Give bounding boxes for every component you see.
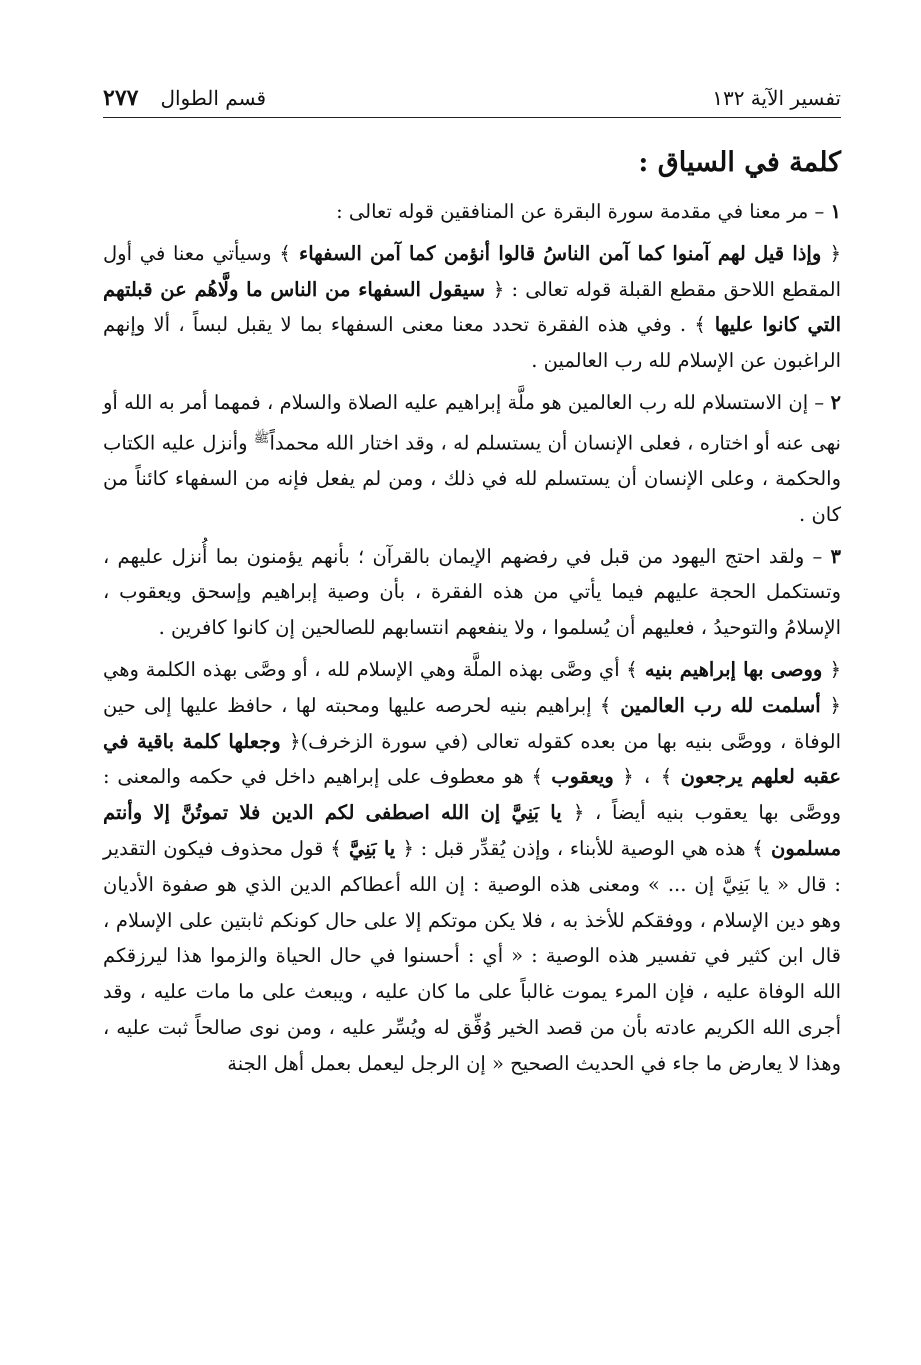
page-body (103, 140, 841, 1088)
section-title: كلمة في السياق : (638, 147, 841, 178)
paragraph-2 (103, 236, 841, 379)
paragraph-5-text-2: إبراهيم بنيه لحرصه عليها ومحبته لها ، حافظ عليها إلى حين الوفاة ، ووصَّى بنيه بها من بعده كقوله تعالى (في سورة الزخرف) (103, 693, 842, 753)
point-number-2: ٢ (830, 390, 841, 414)
point-number-3: ٣ (830, 544, 841, 568)
paragraph-5: ﴿ ووصى بها إبراهيم بنيه ﴾ أي وصَّى بهذه الملَّة وهي الإسلام لله ، أو وصَّى بهذه الكلمة وهي ﴿ أسلمت لله رب العالمين ﴾ إبراهيم بنيه لحرصه عليها ومحبته لها ، حافظ عليها إلى حين الوفاة ، ووصَّى بنيه بها من بعده كقوله تعالى (في سورة الزخرف)﴿ وجعلها كلمة باقية في عقبه لعلهم يرجعون ﴾ ، ﴿ ويعقوب ﴾ هو معطوف على إبراهيم داخل في حكمه والمعنى : ووصَّى بها يعقوب بنيه أيضاً ، ﴿ يا بَنِيَّ إن الله اصطفى لكم الدين فلا تموتُنَّ إلا وأنتم مسلمون ﴾ هذه هي الوصية للأبناء ، وإذن يُقدِّر قبل : ﴿ يا بَنِيَّ ﴾ قول محذوف فيكون التقدير : قال « يا بَنِيَّ إن ... » ومعنى هذه الوصية : إن الله أعطاكم الدين الذي هو صفوة الأديان وهو دين الإسلام ، ووفقكم للأخذ به ، فلا يكن موتكم إلا على حال كونكم ثابتين على الإسلام ، قال ابن كثير في تفسير هذه الوصية : « أي : أحسنوا في حال الحياة والزموا هذا ليرزقكم الله الوفاة عليه ، فإن المرء يموت غالباً على ما كان عليه ، ويبعث على ما مات عليه ، وقد أجرى الله الكريم عادته بأن من قصد الخير وُفِّق له ويُسِّر عليه ، ومن نوى صالحاً ثبت عليه ، وهذا لا يعارض ما جاء في الحديث الصحيح « إن الرجل ليعمل بعمل أهل الجنة (103, 658, 842, 1075)
quran-quote: ﴿ يا بَنِيَّ إن الله اصطفى لكم الدين فلا تموتُنَّ إلا وأنتم مسلمون ﴾ (103, 801, 842, 861)
header-section-label: قسم الطوال (160, 86, 266, 110)
quran-quote: ﴿ وإذا قيل لهم آمنوا كما آمن الناسُ قالوا أنؤمن كما آمن السفهاء ﴾ (279, 241, 841, 265)
quran-quote: ﴿ سيقول السفهاء من الناس ما ولَّاهُم عن قبلتهم التي كانوا عليها ﴾ (103, 277, 841, 337)
point-number-1: ١ (830, 200, 841, 223)
paragraph-3-text-2: وأنزل عليه الكتاب والحكمة ، وعلى الإنسان أن يستسلم لله في ذلك ، ومن لم يفعل فإنه من السفهاء كائناً من كان . (103, 431, 841, 526)
pbuh-glyph: ﷺ (253, 430, 270, 446)
paragraph-3-text-1: – إن الاستسلام لله رب العالمين هو ملَّة إبراهيم عليه الصلاة والسلام ، فمهما أمر به الله أو نهى عنه أو اختاره ، فعلى الإنسان أن يستسلم له ، وقد اختار الله محمداً (103, 390, 841, 455)
quran-quote: ﴿ ووصى بها إبراهيم بنيه ﴾ (626, 658, 842, 682)
header-left-group (103, 83, 266, 113)
paragraph-1-text: – مر معنا في مقدمة سورة البقرة عن المنافقين قوله تعالى : (336, 200, 831, 223)
quran-quote: ﴿ يا بَنِيَّ ﴾ (330, 837, 414, 861)
paragraph-2-text-1: وسيأتي معنا في أول المقطع اللاحق مقطع القبلة قوله تعالى : (103, 241, 841, 301)
page-number: ٢٧٧ (103, 85, 139, 111)
paragraph-4-text: – ولقد احتج اليهود من قبل في رفضهم الإيمان بالقرآن ؛ بأنهم يؤمنون بما أُنزل عليهم ، وتستكمل الحجة عليهم فيما يأتي من هذه الفقرة ، بأن وصية إبراهيم وإسحق ويعقوب ، الإسلامُ والتوحيدُ ، فعليهم أن يُسلموا ، ولا ينفعهم انتسابهم للصالحين إن كانوا كافرين . (103, 544, 841, 640)
paragraph-1 (103, 194, 841, 230)
paragraph-3 (103, 385, 841, 533)
running-header (103, 80, 841, 118)
paragraph-5-text-1: أي وصَّى بهذه الملَّة وهي الإسلام لله ، أو وصَّى بهذه الكلمة وهي (103, 658, 620, 682)
header-verse-label: تفسير الآية ١٣٢ (712, 86, 841, 110)
quran-quote: ﴿ ويعقوب ﴾ (531, 765, 634, 789)
paragraph-2-text-2: . وفي هذه الفقرة تحدد معنا معنى السفهاء بما لا يقبل لبساً ، ألا وإنهم الراغبون عن الإسلام لله رب العالمين . (103, 313, 841, 373)
paragraph-5-text-4: هو معطوف على إبراهيم داخل في حكمه والمعنى : ووصَّى بها يعقوب بنيه أيضاً ، (103, 765, 842, 825)
quran-quote: ﴿ أسلمت لله رب العالمين ﴾ (599, 693, 841, 717)
paragraph-5-text-6: قول محذوف فيكون التقدير : قال « يا بَنِيَّ إن ... » ومعنى هذه الوصية : إن الله أعطاكم الدين الذي هو صفوة الأديان وهو دين الإسلام ، ووفقكم للأخذ به ، فلا يكن موتكم إلا على حال كونكم ثابتين على الإسلام ، قال ابن كثير في تفسير هذه الوصية : « أي : أحسنوا في حال الحياة والزموا هذا ليرزقكم الله الوفاة عليه ، فإن المرء يموت غالباً على ما كان عليه ، ويبعث على ما مات عليه ، وقد أجرى الله الكريم عادته بأن من قصد الخير وُفِّق له ويُسِّر عليه ، ومن نوى صالحاً ثبت عليه ، وهذا لا يعارض ما جاء في الحديث الصحيح « إن الرجل ليعمل بعمل أهل الجنة (103, 837, 841, 1075)
paragraph-4 (103, 539, 841, 646)
quran-quote: ﴿ وجعلها كلمة باقية في عقبه لعلهم يرجعون ﴾ (103, 729, 842, 789)
paragraph-5-text-5: هذه هي الوصية للأبناء ، وإذن يُقدِّر قبل : (420, 837, 746, 861)
